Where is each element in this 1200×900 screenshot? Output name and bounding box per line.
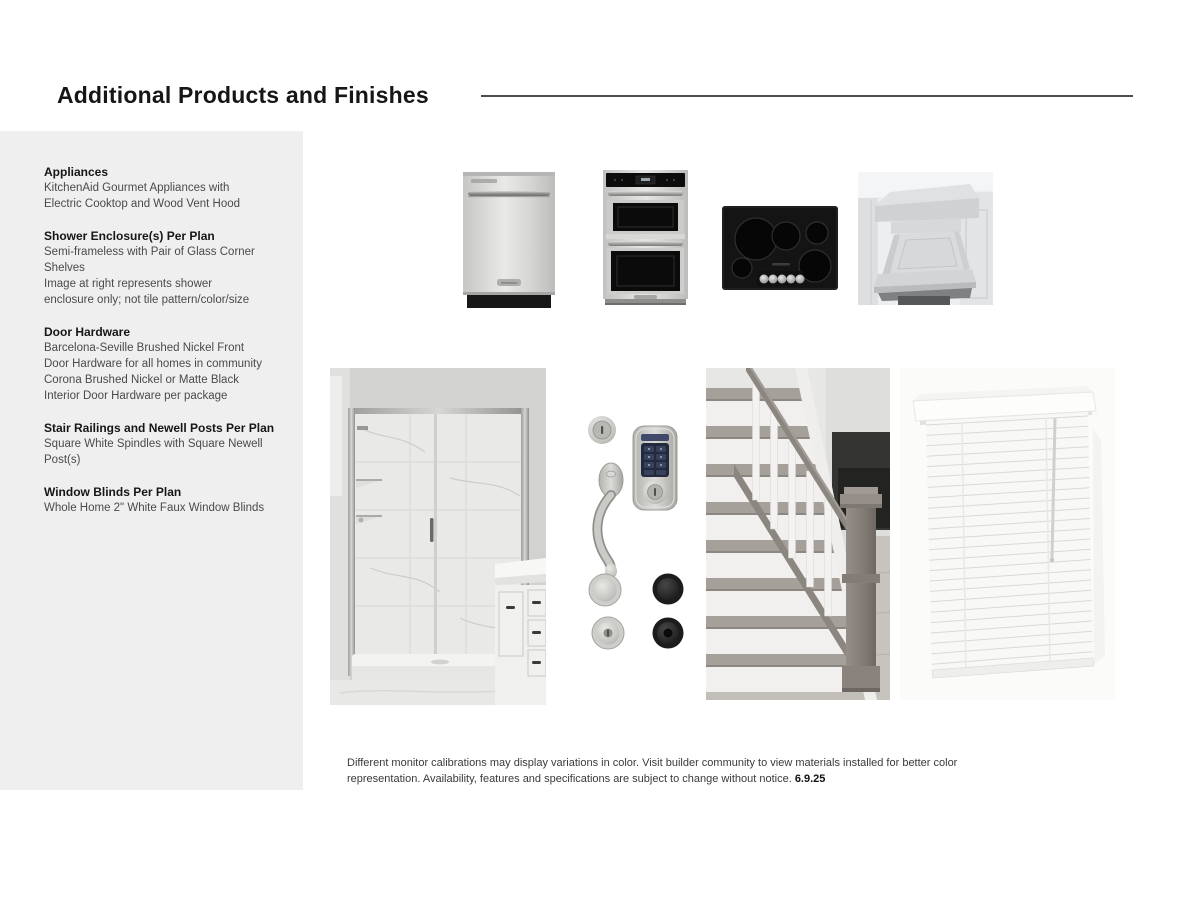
- newell-post: [840, 487, 882, 692]
- sidebar-section-window-blinds: [44, 484, 289, 516]
- section-line: KitchenAid Gourmet Appliances with: [44, 182, 230, 194]
- section-line: Semi-frameless with Pair of Glass Corner: [44, 246, 255, 258]
- section-line: Electric Cooktop and Wood Vent Hood: [44, 198, 241, 210]
- door-hardware-graphic: [575, 400, 695, 665]
- disclaimer: [347, 755, 1059, 787]
- section-line: enclosure only; not tile pattern/color/size: [44, 294, 250, 306]
- section-line: Corona Brushed Nickel or Matte Black: [44, 374, 239, 386]
- section-line: Image at right represents shower: [44, 278, 213, 290]
- window-blinds-graphic: [900, 368, 1115, 700]
- sidebar: [0, 131, 303, 790]
- shower-enclosure-image: [330, 368, 546, 705]
- section-heading: Window Blinds Per Plan: [44, 485, 182, 499]
- title-rule: [481, 95, 1133, 97]
- section-heading: Door Hardware: [44, 325, 131, 339]
- sidebar-section-shower-enclosure: [44, 228, 289, 308]
- keypad-lock-nickel: [633, 426, 677, 510]
- stair-railing-image: [706, 368, 890, 700]
- section-line: Interior Door Hardware per package: [44, 390, 228, 402]
- sidebar-section-door-hardware: [44, 324, 289, 404]
- section-line: Post(s): [44, 454, 81, 466]
- entry-handleset-nickel: [597, 463, 623, 579]
- section-heading: Shower Enclosure(s) Per Plan: [44, 229, 215, 243]
- door-knob-nickel: [589, 574, 624, 649]
- disclaimer-line1: Different monitor calibrations may display variations in color. Visit builder community to view materials installed for better color: [347, 757, 958, 769]
- window-blinds-image: [900, 368, 1115, 700]
- stair-railing-graphic: [706, 368, 890, 700]
- cooktop-image: [722, 206, 838, 290]
- cooktop-graphic: [722, 206, 838, 290]
- door-hardware-image: [575, 400, 695, 665]
- section-heading: Stair Railings and Newell Posts Per Plan: [44, 421, 275, 435]
- vent-hood-image: [858, 172, 993, 305]
- disclaimer-date: 6.9.25: [794, 773, 826, 785]
- section-line: Shelves: [44, 262, 85, 274]
- section-heading: Appliances: [44, 165, 109, 179]
- door-knob-matte-black: [653, 574, 684, 649]
- disclaimer-line2: representation. Availability, features and specifications are subject to change without notice.: [347, 773, 792, 785]
- section-line: Square White Spindles with Square Newell: [44, 438, 263, 450]
- section-line: Door Hardware for all homes in community: [44, 358, 262, 370]
- dishwasher-image: [460, 172, 558, 308]
- vent-hood-graphic: [858, 172, 993, 305]
- section-line: Whole Home 2" White Faux Window Blinds: [44, 502, 265, 514]
- deadbolt-nickel: [588, 416, 616, 444]
- sidebar-section-stair-railings: [44, 420, 289, 468]
- shower-enclosure-graphic: [330, 368, 546, 705]
- page-title: Additional Products and Finishes: [57, 82, 429, 108]
- wall-oven-image: [601, 170, 690, 305]
- dishwasher-graphic: [460, 172, 558, 308]
- wall-oven-graphic: [601, 170, 690, 305]
- section-line: Barcelona-Seville Brushed Nickel Front: [44, 342, 245, 354]
- sidebar-section-appliances: [44, 164, 289, 212]
